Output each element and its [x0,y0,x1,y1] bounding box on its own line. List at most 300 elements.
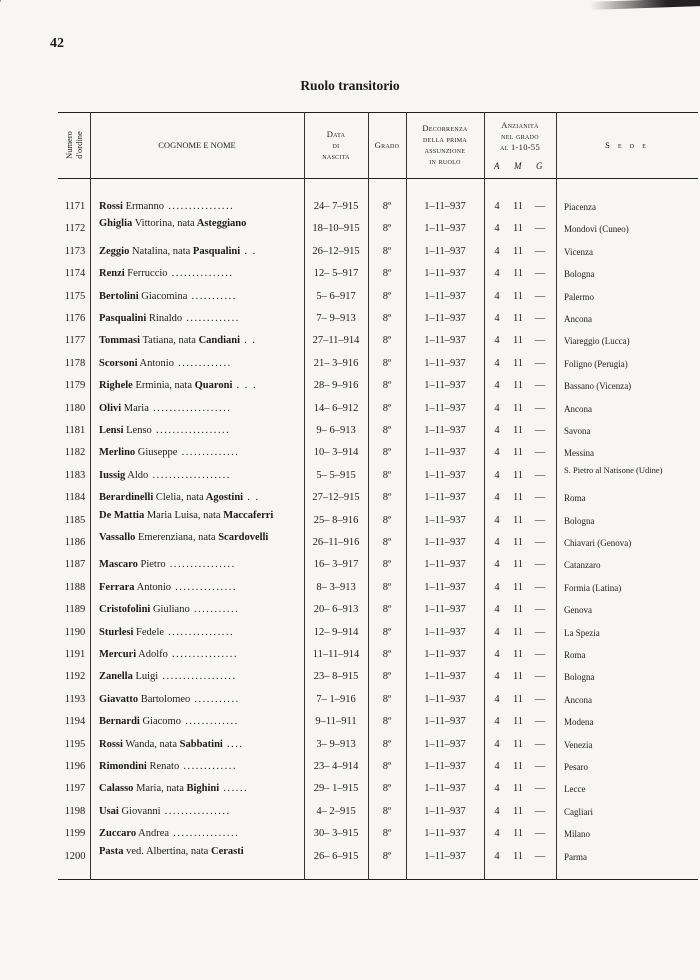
header-rule [58,178,698,179]
surname: Bertolini [99,290,139,302]
row-days: — [534,738,546,750]
scan-artifact [590,0,700,10]
row-start-date: 1–11–937 [424,783,466,795]
row-birth-date: 20– 6–913 [313,604,359,616]
row-days: — [534,805,546,817]
row-number: 1183 [64,469,86,481]
row-grade: 8º [382,850,392,862]
row-birth-date: 8– 3–913 [316,581,356,593]
table-row [58,801,698,823]
row-birth-date: 28– 9–916 [313,380,359,392]
row-birth-date: 26–12–915 [312,245,360,257]
row-location: Piacenza [564,202,596,212]
given-name: Giuliano [150,604,190,616]
given-name: ved. Albertina, nata [123,845,209,857]
surname: Sturlesi [99,626,134,638]
table-row [58,711,698,733]
row-months: 11 [512,245,524,257]
surname: Giavatto [99,693,139,705]
row-start-date: 1–11–937 [424,335,466,347]
row-start-date: 1–11–937 [424,447,466,459]
given-name: Aldo [125,469,149,481]
row-years: 4 [494,761,500,772]
leader-dots: . . [240,335,257,347]
row-months: 11 [512,693,524,705]
row-location: Bassano (Vicenza) [564,381,632,392]
row-days: — [534,693,546,705]
table-row [58,353,698,375]
row-location: Genova [564,605,592,616]
header-sede: S e d e [605,139,649,150]
row-location: Viareggio (Lucca) [564,336,630,347]
row-days: — [534,537,546,548]
table-bottom-rule [58,879,698,880]
row-years: 4 [494,201,500,212]
row-name [99,420,304,442]
table-row [58,196,698,218]
row-number: 1182 [64,447,86,459]
leader-dots: ............. [173,357,232,369]
table-row [58,554,698,576]
row-months: 11 [512,716,524,728]
row-months: 11 [512,313,524,324]
row-birth-date: 24– 7–915 [313,201,359,212]
row-location: La Spezia [564,627,600,638]
row-birth-date: 23– 8–915 [313,671,359,683]
table-row [58,577,698,599]
row-location: Ancona [564,403,592,414]
table-row [58,442,698,464]
surname: Pasta [99,845,124,857]
row-location: Mondovì (Cuneo) [564,224,629,235]
maiden-surname: Cerasti [208,845,244,857]
row-start-date: 1–11–937 [424,761,466,772]
row-days: — [534,559,546,571]
maiden-surname: Sabbatini [177,738,223,750]
surname: Usai [99,805,119,817]
row-number: 1195 [64,738,86,750]
row-location: Savona [564,426,591,436]
maiden-surname: Scardovelli [215,532,269,543]
given-name: Maria, nata [133,783,184,795]
row-name [99,330,304,352]
row-days: — [534,313,546,324]
leader-dots: . . [240,245,257,257]
surname: Righele [99,380,133,392]
row-days: — [534,447,546,459]
row-days: — [534,469,546,481]
row-start-date: 1–11–937 [424,223,466,235]
row-days: — [534,626,546,638]
surname: Mercuri [99,649,137,660]
leader-dots: ................ [165,559,236,571]
row-location: Venezia [564,739,593,750]
surname: Scorsoni [99,357,138,369]
row-months: 11 [512,335,524,347]
row-birth-date: 5– 5–915 [316,469,356,481]
surname: Rossi [99,201,123,212]
row-name [99,622,304,644]
row-grade: 8º [382,761,392,772]
row-location: Roma [564,650,586,660]
row-number: 1180 [64,402,86,414]
row-name [99,510,304,533]
row-name [99,398,304,420]
row-grade: 8º [382,805,392,817]
given-name: Bartolomeo [138,693,191,705]
row-days: — [534,245,546,257]
leader-dots: ...... [219,783,249,795]
row-months: 11 [512,290,524,302]
leader-dots: ................ [160,805,231,817]
leader-dots: ............... [171,581,238,593]
row-number: 1179 [64,380,86,392]
surname: Renzi [99,268,125,280]
given-name: Lenso [123,425,152,436]
row-name [99,218,304,241]
row-birth-date: 18–10–915 [312,223,360,235]
row-start-date: 1–11–937 [424,402,466,414]
surname: Merlino [99,447,136,459]
row-name [99,599,304,621]
row-grade: 8º [382,671,392,683]
row-months: 11 [512,268,524,280]
given-name: Giacomo [139,716,181,728]
row-months: 11 [512,425,524,436]
leader-dots: ................ [164,626,235,638]
table-row [58,734,698,756]
row-years: 4 [494,290,500,302]
row-number: 1191 [64,649,86,660]
row-number: 1172 [64,223,86,235]
surname: Iussig [99,469,126,481]
surname: Rossi [99,738,123,750]
leader-dots: ................ [167,649,239,660]
row-number: 1199 [64,828,86,840]
row-start-date: 1–11–937 [424,559,466,571]
given-name: Tatiana, nata [140,335,196,347]
table-row [58,263,698,285]
row-birth-date: 7– 1–916 [316,693,356,705]
leader-dots: ........... [190,693,240,705]
surname: Olivi [99,402,122,414]
given-name: Clelia, nata [153,492,204,504]
row-birth-date: 26–11–916 [312,537,360,548]
row-days: — [534,671,546,683]
row-number: 1176 [64,313,86,324]
row-number: 1188 [64,581,86,593]
row-name [99,823,304,845]
leader-dots: ................ [164,201,235,212]
row-grade: 8º [382,223,392,235]
row-months: 11 [512,380,524,392]
header-anzianita: Anzianità nel grado al 1-10-55 [499,119,541,152]
leader-dots: .................. [158,671,237,683]
row-days: — [534,581,546,593]
row-months: 11 [512,626,524,638]
row-location: Bologna [564,515,595,526]
row-years: 4 [494,850,500,862]
row-years: 4 [494,425,500,436]
row-birth-date: 29– 1–915 [313,783,359,795]
table-row [58,330,698,352]
row-days: — [534,761,546,772]
row-days: — [534,201,546,212]
leader-dots: ............. [180,716,239,728]
row-start-date: 1–11–937 [424,626,466,638]
row-location: Ancona [564,694,592,705]
row-location: Lecce [564,784,586,795]
leader-dots: . . [243,492,260,504]
row-name [99,308,304,330]
row-grade: 8º [382,357,392,369]
maiden-surname: Candiani [195,335,241,347]
row-number: 1198 [64,805,86,817]
row-years: 4 [494,357,500,369]
leader-dots: ............. [182,313,240,324]
header-cognome-nome: COGNOME E NOME [158,139,236,150]
given-name: Fedele [133,626,165,638]
row-start-date: 1–11–937 [424,492,466,504]
row-name [99,577,304,599]
row-name [99,241,304,263]
row-grade: 8º [382,604,392,616]
surname: Pasqualini [99,313,147,324]
given-name: Maria Luisa, nata [144,509,221,521]
row-birth-date: 23– 4–914 [313,761,359,772]
row-name [99,554,304,576]
row-number: 1197 [64,783,86,795]
row-grade: 8º [382,425,392,436]
row-years: 4 [494,245,500,257]
row-grade: 8º [382,447,392,459]
row-months: 11 [512,514,524,526]
leader-dots: .............. [177,447,240,459]
given-name: Erminia, nata [132,380,193,392]
row-start-date: 1–11–937 [424,268,466,280]
row-grade: 8º [382,313,392,324]
row-start-date: 1–11–937 [424,805,466,817]
leader-dots: ............. [179,761,237,772]
row-birth-date: 10– 3–914 [313,447,359,459]
row-days: — [534,850,546,862]
row-years: 4 [494,537,500,548]
row-name [99,465,304,487]
row-start-date: 1–11–937 [424,357,466,369]
row-days: — [534,492,546,504]
given-name: Maria [121,402,149,414]
row-location: Formia (Latina) [564,582,622,593]
row-grade: 8º [382,201,392,212]
row-months: 11 [512,357,524,369]
row-birth-date: 4– 2–915 [316,805,356,817]
row-grade: 8º [382,559,392,571]
table-row [58,756,698,778]
row-start-date: 1–11–937 [424,380,466,392]
row-start-date: 1–11–937 [424,469,466,481]
row-grade: 8º [382,268,392,280]
table-row [58,666,698,688]
leader-dots: ................ [169,828,240,840]
row-number: 1181 [64,425,86,436]
row-days: — [534,783,546,795]
row-months: 11 [512,761,524,772]
row-location: Roma [564,493,586,504]
leader-dots: . . . [232,380,258,392]
row-birth-date: 26– 6–915 [313,850,359,862]
row-years: 4 [494,649,500,660]
row-start-date: 1–11–937 [424,537,466,548]
row-years: 4 [494,492,500,504]
row-start-date: 1–11–937 [424,828,466,840]
leader-dots: .... [222,738,244,750]
row-start-date: 1–11–937 [424,738,466,750]
row-start-date: 1–11–937 [424,671,466,683]
table-row [58,778,698,800]
table-row [58,286,698,308]
row-days: — [534,335,546,347]
row-location: S. Pietro al Natisone (Udine) [564,464,663,475]
surname: Vassallo [99,532,136,543]
given-name: Giovanni [118,805,161,817]
row-location: Parma [564,851,587,862]
table-row [58,218,698,240]
row-name [99,801,304,823]
row-number: 1171 [64,201,86,212]
table-row [58,375,698,397]
row-number: 1200 [64,850,86,862]
row-months: 11 [512,649,524,660]
row-days: — [534,223,546,235]
row-months: 11 [512,783,524,795]
row-months: 11 [512,447,524,459]
row-name [99,711,304,733]
row-start-date: 1–11–937 [424,716,466,728]
given-name: Vittorina, nata [132,218,195,230]
roster-table [58,112,698,880]
row-days: — [534,425,546,436]
row-location: Palermo [564,291,594,302]
row-months: 11 [512,492,524,504]
row-start-date: 1–11–937 [424,581,466,593]
row-location: Pesaro [564,762,588,772]
row-start-date: 1–11–937 [424,245,466,257]
given-name: Rinaldo [146,313,183,324]
row-birth-date: 21– 3–916 [313,357,359,369]
row-grade: 8º [382,537,392,548]
row-birth-date: 11–11–914 [312,649,360,660]
header-decorrenza: Decorrenza della prima assunzione in ruolo [422,123,468,166]
row-birth-date: 27–12–915 [312,492,360,504]
row-birth-date: 12– 9–914 [313,626,359,638]
surname: Berardinelli [99,492,154,504]
row-name [99,778,304,800]
row-years: 4 [494,447,500,459]
row-name [99,689,304,711]
row-years: 4 [494,693,500,705]
given-name: Natalina, nata [129,245,191,257]
row-days: — [534,604,546,616]
row-location: Modena [564,717,594,728]
surname: Zuccaro [99,828,137,840]
row-name [99,846,304,869]
row-name [99,442,304,464]
row-years: 4 [494,783,500,795]
row-years: 4 [494,604,500,616]
row-start-date: 1–11–937 [424,693,466,705]
row-start-date: 1–11–937 [424,290,466,302]
row-birth-date: 25– 8–916 [313,514,359,526]
row-grade: 8º [382,649,392,660]
row-start-date: 1–11–937 [424,604,466,616]
surname: Zanella [99,671,133,683]
leader-dots: ........... [187,290,237,302]
table-row [58,599,698,621]
given-name: Ferruccio [124,268,168,280]
table-row [58,420,698,442]
row-grade: 8º [382,828,392,840]
row-start-date: 1–11–937 [424,850,466,862]
given-name: Pietro [137,559,166,571]
row-grade: 8º [382,514,392,526]
given-name: Giacomina [138,290,188,302]
row-months: 11 [512,604,524,616]
row-number: 1192 [64,671,86,683]
row-location: Bologna [564,269,595,280]
surname: Ferrara [99,581,135,593]
row-years: 4 [494,402,500,414]
table-row [58,398,698,420]
leader-dots: ........... [189,604,240,616]
row-number: 1174 [64,268,86,280]
table-row [58,510,698,532]
row-days: — [534,828,546,840]
row-number: 1189 [64,604,86,616]
row-years: 4 [494,716,500,728]
row-days: — [534,380,546,392]
row-months: 11 [512,828,524,840]
row-months: 11 [512,559,524,571]
row-name [99,756,304,778]
row-number: 1175 [64,290,86,302]
header-grado: Grado [374,139,400,150]
row-grade: 8º [382,783,392,795]
surname: Ghiglia [99,218,133,230]
maiden-surname: Asteggiano [194,218,247,230]
row-months: 11 [512,201,524,212]
row-name [99,487,304,509]
row-name [99,263,304,285]
row-months: 11 [512,402,524,414]
row-birth-date: 16– 3–917 [313,559,359,571]
maiden-surname: Maccaferri [220,509,274,521]
given-name: Antonio [134,581,172,593]
leader-dots: ................... [148,402,232,414]
table-row [58,823,698,845]
row-birth-date: 5– 6–917 [316,290,356,302]
row-grade: 8º [382,245,392,257]
row-grade: 8º [382,716,392,728]
row-name [99,375,304,397]
row-number: 1196 [64,761,86,772]
row-days: — [534,290,546,302]
row-grade: 8º [382,290,392,302]
row-years: 4 [494,581,500,593]
row-grade: 8º [382,402,392,414]
surname: De Mattia [99,509,145,521]
row-months: 11 [512,537,524,548]
table-row [58,644,698,666]
